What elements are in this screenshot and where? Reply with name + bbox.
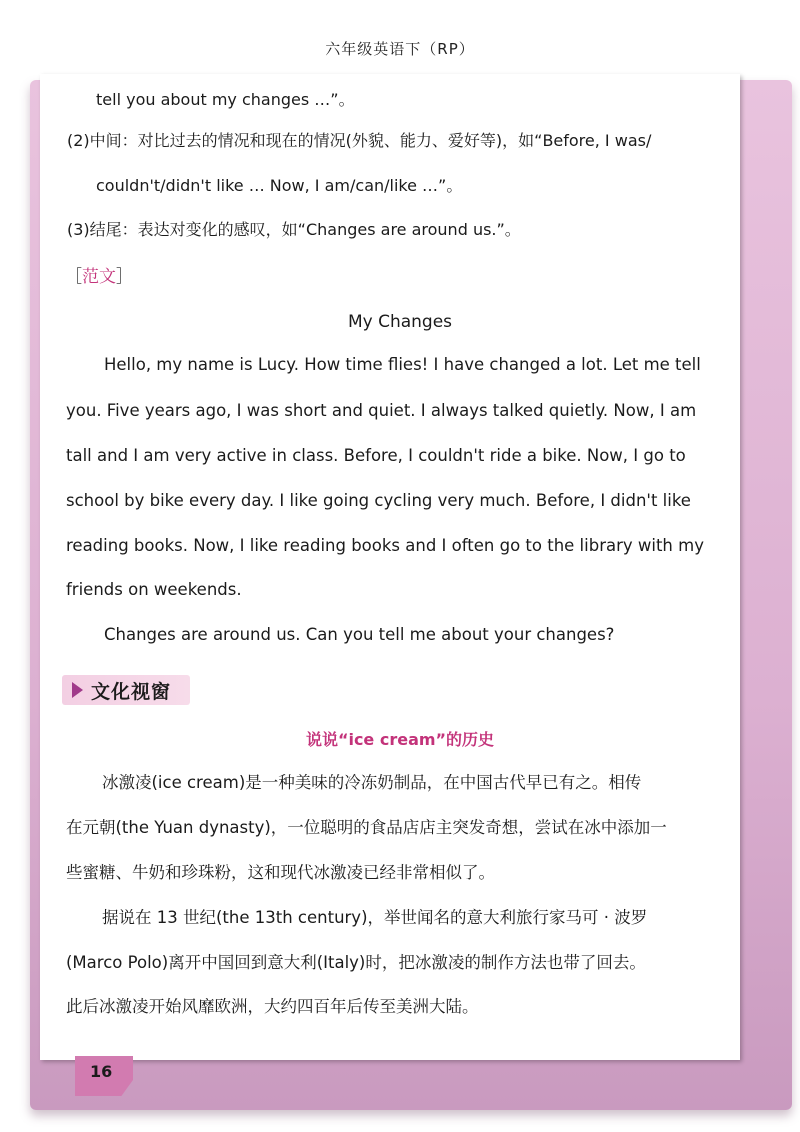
outline-line-1: tell you about my changes …”。 bbox=[96, 90, 355, 109]
bracket-open: ［ bbox=[65, 267, 82, 287]
essay-line: reading books. Now, I like reading books and I often go to the library with my bbox=[66, 536, 704, 555]
outline-line-4: (3)结尾：表达对变化的感叹，如“Changes are around us.”。 bbox=[67, 220, 521, 239]
culture-line: 冰激凌(ice cream)是一种美味的冷冻奶制品，在中国古代早已有之。相传 bbox=[102, 773, 642, 792]
running-header: 六年级英语下（RP） bbox=[325, 40, 475, 58]
essay-line: friends on weekends. bbox=[66, 580, 242, 599]
culture-line: (Marco Polo)离开中国回到意大利(Italy)时，把冰激凌的制作方法也带了回去。 bbox=[66, 953, 646, 972]
triangle-arrow-icon bbox=[72, 682, 83, 698]
essay-line: you. Five years ago, I was short and quiet. I always talked quietly. Now, I am bbox=[66, 401, 697, 420]
culture-article-title: 说说“ice cream”的历史 bbox=[305, 730, 495, 749]
culture-line: 些蜜糖、牛奶和珍珠粉，这和现代冰激凌已经非常相似了。 bbox=[66, 863, 495, 882]
culture-line: 此后冰激凌开始风靡欧洲，大约四百年后传至美洲大陆。 bbox=[66, 997, 479, 1016]
essay-title: My Changes bbox=[347, 312, 453, 332]
culture-line: 在元朝(the Yuan dynasty)，一位聪明的食品店店主突发奇想，尝试在冰中添加一 bbox=[66, 818, 667, 837]
outline-line-3: couldn't/didn't like … Now, I am/can/like …”。 bbox=[96, 176, 463, 195]
essay-line: Hello, my name is Lucy. How time flies! I have changed a lot. Let me tell bbox=[104, 355, 701, 374]
essay-line: school by bike every day. I like going cycling very much. Before, I didn't like bbox=[66, 491, 691, 510]
outline-line-2: (2)中间：对比过去的情况和现在的情况(外貌、能力、爱好等)，如“Before, I was/ bbox=[67, 131, 652, 150]
culture-section-title: 文化视窗 bbox=[91, 680, 172, 703]
culture-section-banner bbox=[62, 675, 190, 705]
bracket-close: ］ bbox=[116, 267, 133, 287]
page-number: 16 bbox=[90, 1062, 113, 1081]
essay-line: Changes are around us. Can you tell me about your changes? bbox=[104, 625, 615, 644]
culture-line: 据说在 13 世纪(the 13th century)，举世闻名的意大利旅行家马可 · 波罗 bbox=[102, 908, 648, 927]
sample-essay-label-text: 范文 bbox=[82, 267, 116, 287]
essay-line: tall and I am very active in class. Before, I couldn't ride a bike. Now, I go to bbox=[66, 446, 686, 465]
sample-essay-label bbox=[65, 262, 133, 287]
